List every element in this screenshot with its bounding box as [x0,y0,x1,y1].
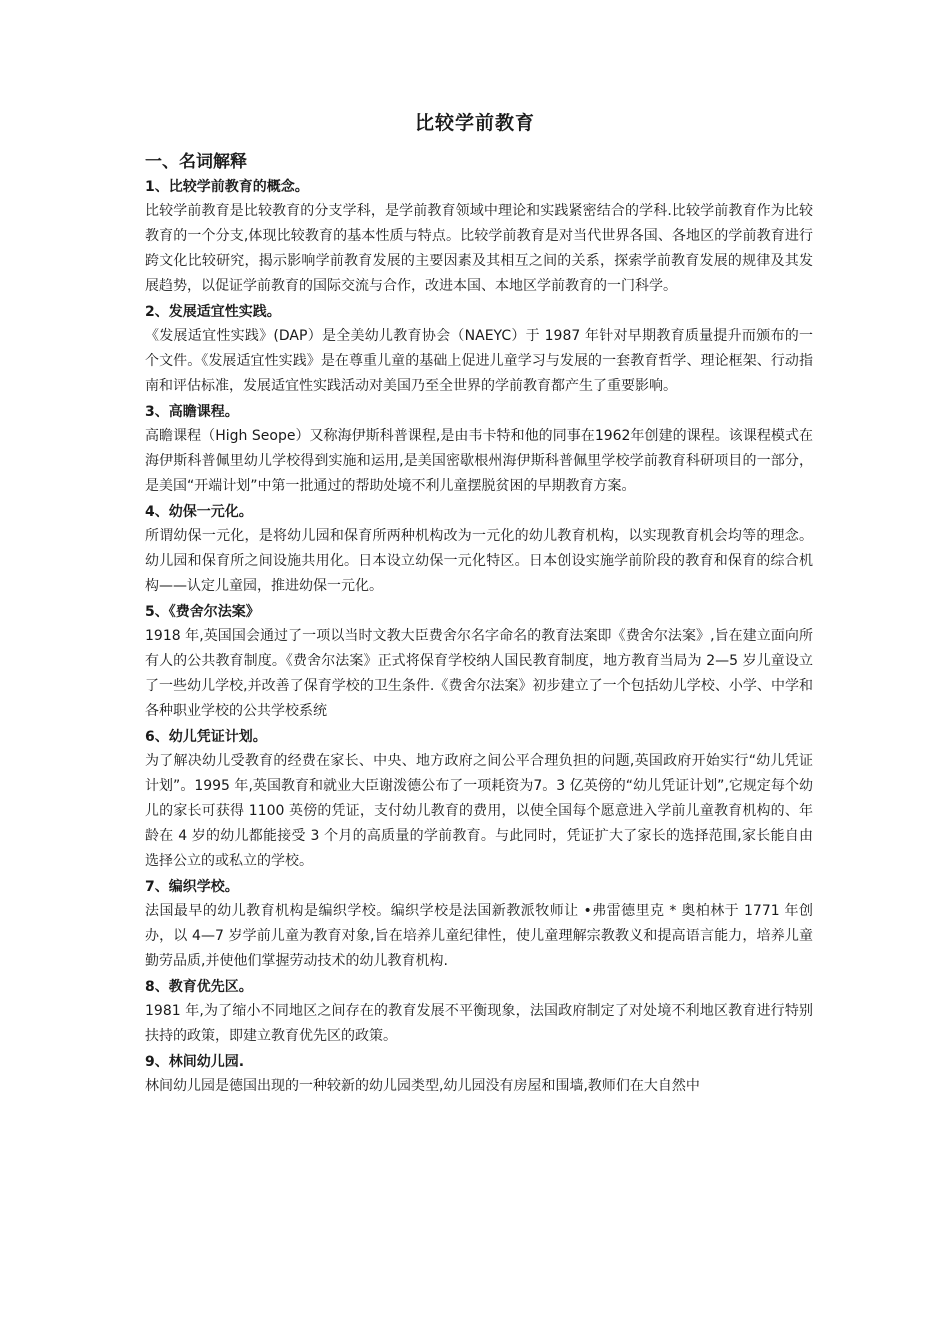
term-7 [145,877,813,974]
term-heading: 3、高瞻课程。 [145,404,239,420]
term-heading: 1、比较学前教育的概念。 [145,179,309,195]
term-body: 林间幼儿园是德国出现的一种较新的幼儿园类型,幼儿园没有房屋和围墙,教师们在大自然中 [145,1078,700,1094]
term-heading: 6、幼儿凭证计划。 [145,729,267,745]
term-heading: 4、幼保一元化。 [145,504,253,520]
term-heading: 5、《费舍尔法案》 [145,604,260,620]
term-2 [145,302,813,399]
term-body: 1918 年,英国国会通过了一项以当时文教大臣费舍尔名字命名的教育法案即《费舍尔法案》,旨在建立面向所有人的公共教育制度。《费舍尔法案》正式将保育学校纳人国民教育制度，地方教育当局为 2—5 岁儿童设立了一些幼儿学校,并改善了保育学校的卫生条件.《费舍尔法案》初步建立了一个包括幼儿学校、小学、中学和各种职业学校的公共学校系统 [145,628,813,719]
term-3 [145,402,813,499]
term-body: 《发展适宜性实践》(DAP）是全美幼儿教育协会（NAEYC）于 1987 年针对早期教育质量提升而颁布的一个文件。《发展适宜性实践》是在尊重儿童的基础上促进儿童学习与发展的一套教育哲学、理论框架、行动指南和评估标准，发展适宜性实践活动对美国乃至全世界的学前教育都产生了重要影响。 [145,328,813,394]
term-8 [145,977,813,1049]
term-5 [145,602,813,724]
term-4 [145,502,813,599]
term-9 [145,1052,813,1099]
term-body: 所谓幼保一元化，是将幼儿园和保育所两种机构改为一元化的幼儿教育机构，以实现教育机会均等的理念。幼儿园和保育所之间设施共用化。日本设立幼保一元化特区。日本创设实施学前阶段的教育和保育的综合机构——认定儿童园，推进幼保一元化。 [145,528,813,594]
term-body: 为了解决幼儿受教育的经费在家长、中央、地方政府之间公平合理负担的问题,英国政府开始实行“幼儿凭证计划”。1995 年,英国教育和就业大臣谢泼德公布了一项耗资为7。3 亿英傍的“幼儿凭证计划”,它规定每个幼儿的家长可获得 1100 英傍的凭证，支付幼儿教育的费用，以使全国每个愿意进入学前儿童教育机构的、年龄在 4 岁的幼儿都能接受 3 个月的高质量的学前教育。与此同时，凭证扩大了家长的选择范围,家长能自由选择公立的或私立的学校。 [145,753,813,869]
document-content [145,150,813,1099]
term-1 [145,177,813,299]
term-heading: 8、教育优先区。 [145,979,253,995]
term-body: 1981 年,为了缩小不同地区之间存在的教育发展不平衡现象，法国政府制定了对处境不利地区教育进行特别扶持的政策，即建立教育优先区的政策。 [145,1003,813,1044]
section-heading: 一、名词解释 [145,152,247,172]
term-heading: 7、编织学校。 [145,879,239,895]
term-heading: 9、林间幼儿园. [145,1054,245,1070]
term-body: 高瞻课程（High Seope）又称海伊斯科普课程,是由韦卡特和他的同事在1962年创建的课程。该课程模式在海伊斯科普佩里幼儿学校得到实施和运用,是美国密歇根州海伊斯科普佩里学校学前教育科研项目的一部分，是美国“开端计划”中第一批通过的帮助处境不利儿童摆脱贫困的早期教育方案。 [145,428,813,494]
term-body: 法国最早的幼儿教育机构是编织学校。编织学校是法国新教派牧师让 •弗雷德里克 * 奥柏林于 1771 年创办，以 4—7 岁学前儿童为教育对象,旨在培养儿童纪律性，使儿童理解宗教教义和提高语言能力，培养儿童勤劳品质,并使他们掌握劳动技术的幼儿教育机构. [145,903,813,969]
term-6 [145,727,813,874]
term-heading: 2、发展适宜性实践。 [145,304,281,320]
document-title: 比较学前教育 [414,112,535,134]
term-body: 比较学前教育是比较教育的分支学科，是学前教育领域中理论和实践紧密结合的学科.比较学前教育作为比较教育的一个分支,体现比较教育的基本性质与特点。比较学前教育是对当代世界各国、各地区的学前教育进行跨文化比较研究，揭示影响学前教育发展的主要因素及其相互之间的关系，探索学前教育发展的规律及其发展趋势，以促证学前教育的国际交流与合作，改进本国、本地区学前教育的一门科学。 [145,203,813,294]
